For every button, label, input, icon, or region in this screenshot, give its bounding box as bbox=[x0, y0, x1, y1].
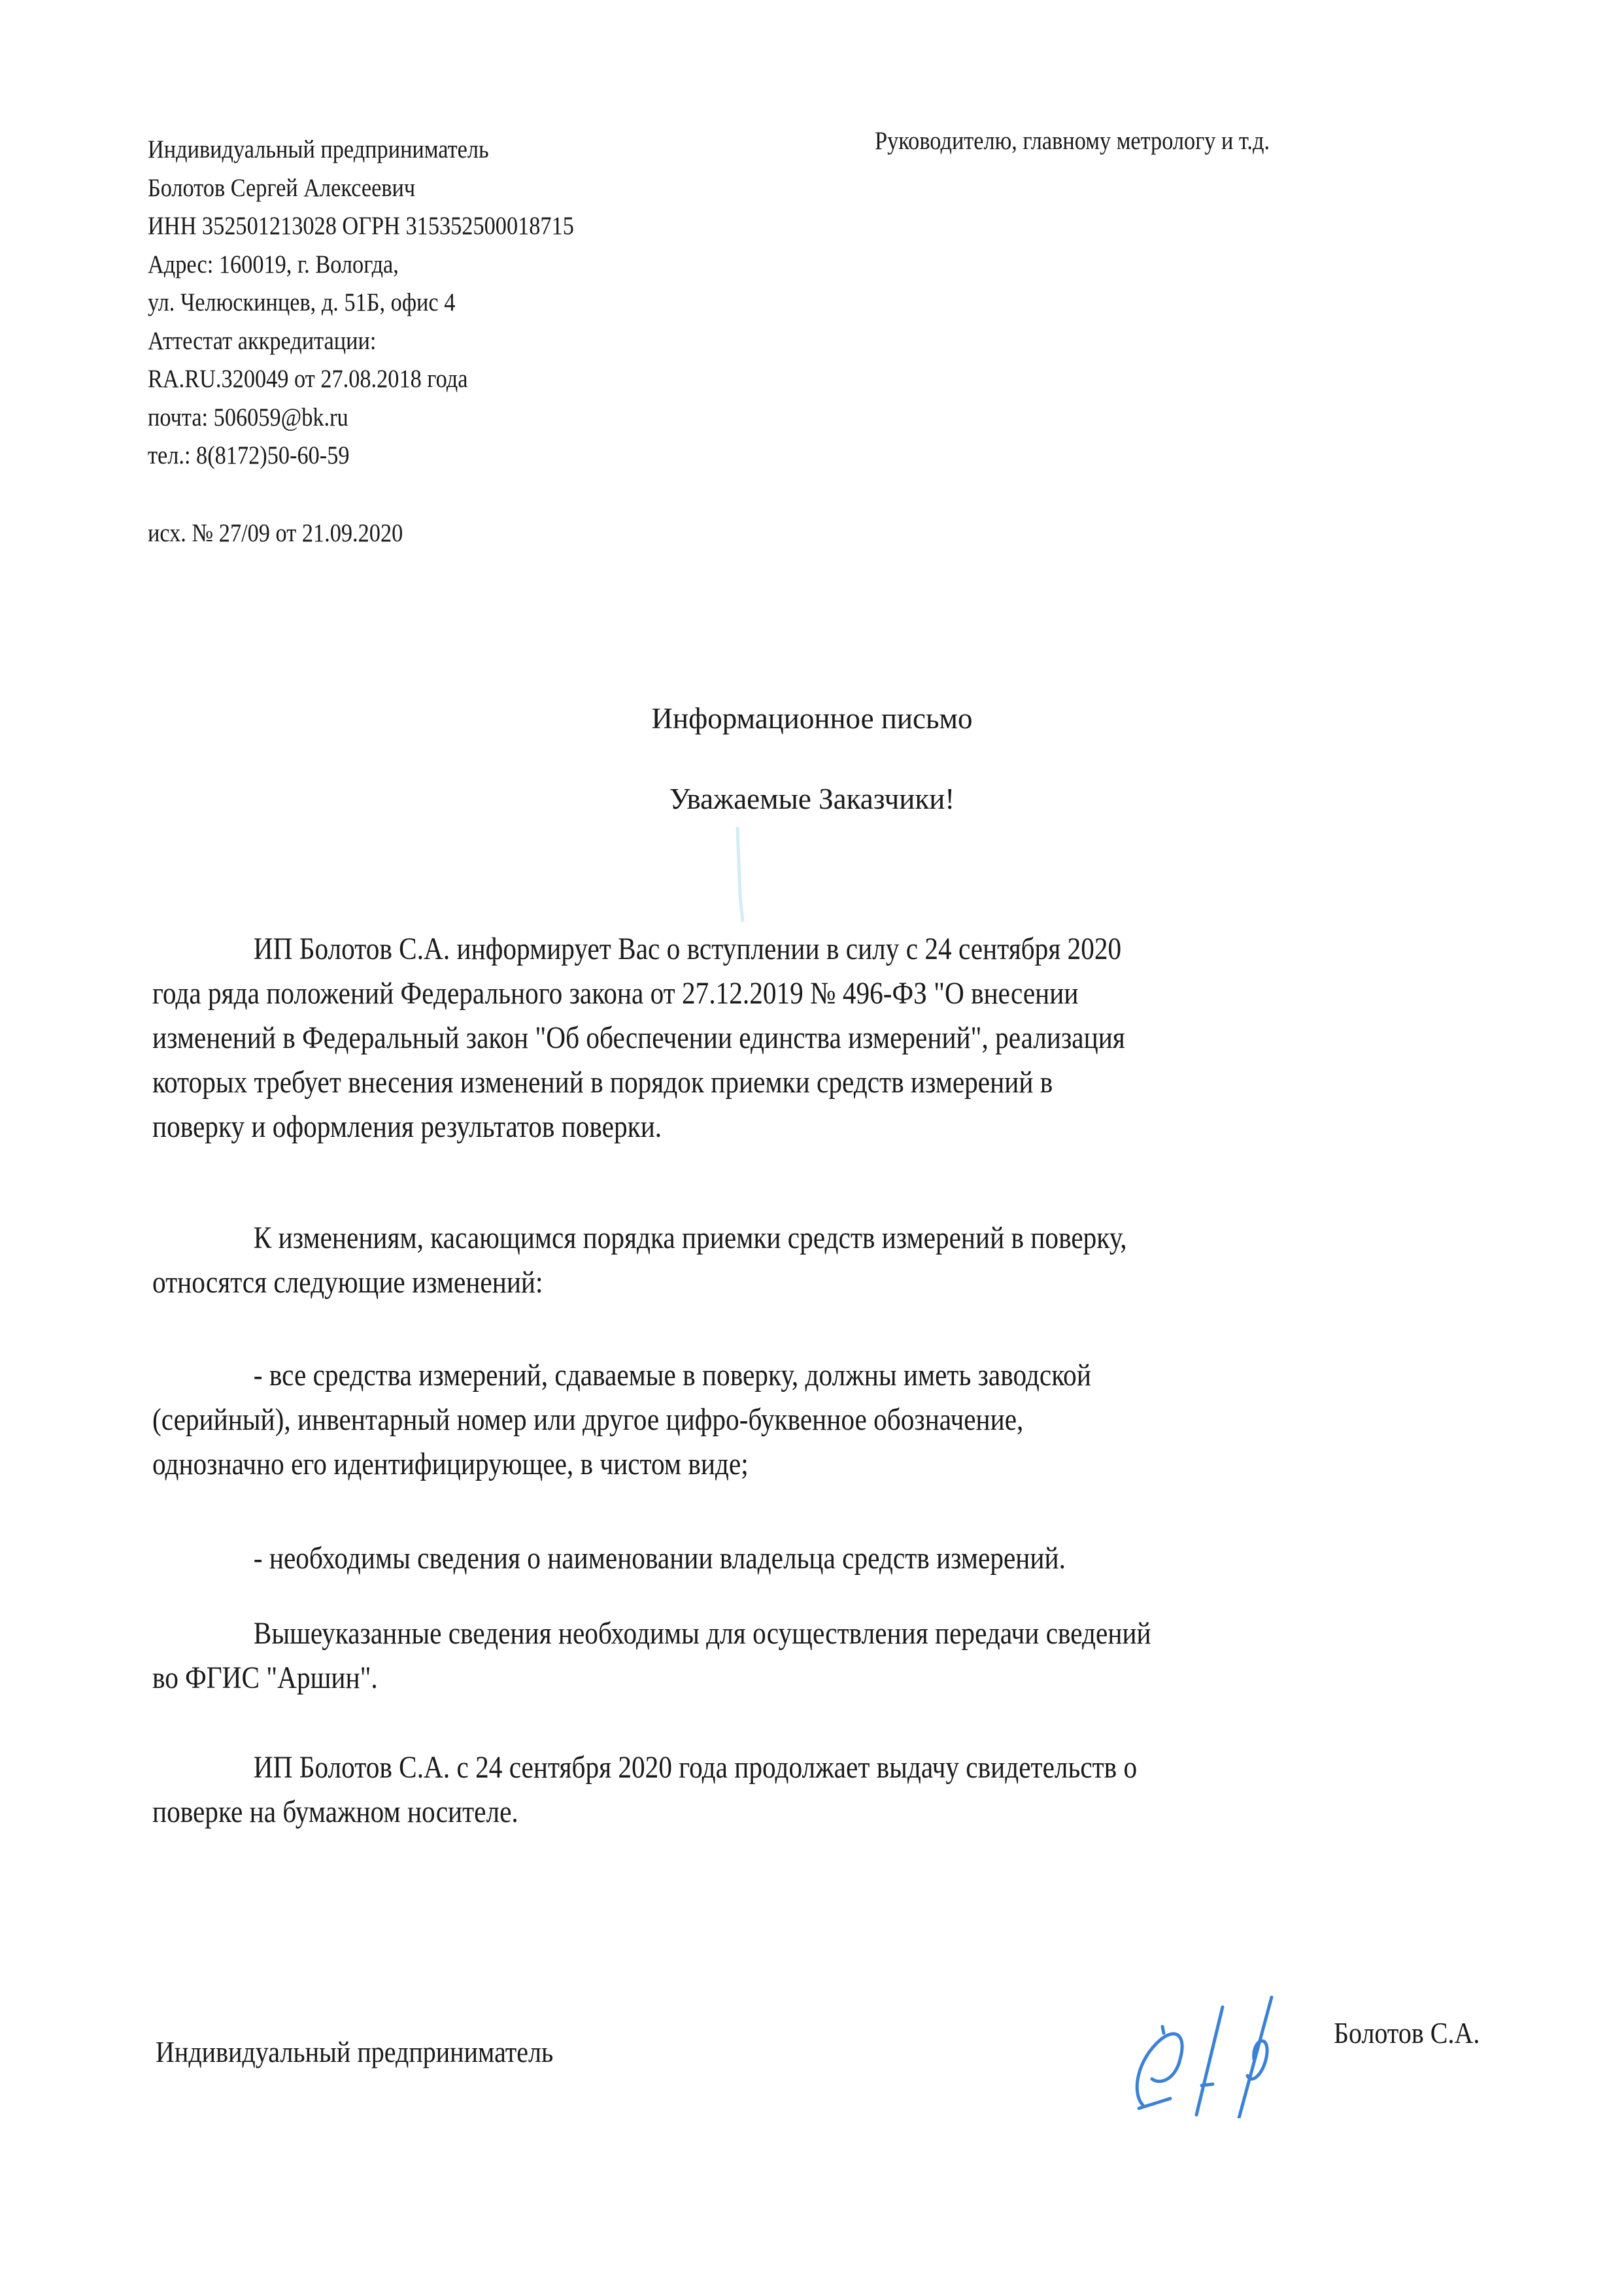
paragraph-line: во ФГИС "Аршин". bbox=[152, 1661, 378, 1695]
sender-address-city: Адрес: 160019, г. Вологда, bbox=[148, 250, 399, 278]
sender-inn-ogrn: ИНН 352501213028 ОГРН 315352500018715 bbox=[148, 212, 574, 240]
signatory-name: Болотов С.А. bbox=[1334, 2016, 1480, 2049]
ink-mark bbox=[726, 824, 752, 928]
sender-block bbox=[148, 131, 574, 475]
sender-accreditation-label: Аттестат аккредитации: bbox=[148, 326, 377, 355]
paragraph-line: (серийный), инвентарный номер или другое цифро-буквенное обозначение, bbox=[152, 1402, 1024, 1437]
sender-email: почта: 506059@bk.ru bbox=[148, 403, 348, 431]
handwritten-signature bbox=[1125, 1987, 1294, 2118]
sender-address-street: ул. Челюскинцев, д. 51Б, офис 4 bbox=[148, 288, 456, 316]
paragraph-line: изменений в Федеральный закон "Об обеспечении единства измерений", реализация bbox=[152, 1020, 1125, 1055]
sender-name: Болотов Сергей Алексеевич bbox=[148, 173, 416, 202]
paragraph-paper-certificates bbox=[152, 1746, 1389, 1834]
letter-title: Информационное письмо bbox=[651, 702, 973, 735]
paragraph-line: - необходимы сведения о наименовании владельца средств измерений. bbox=[253, 1541, 1066, 1576]
paragraph-line: поверку и оформления результатов поверки. bbox=[152, 1109, 662, 1144]
paragraph-line: однозначно его идентифицирующее, в чистом виде; bbox=[152, 1447, 749, 1481]
paragraph-line: относятся следующие изменений: bbox=[152, 1265, 543, 1300]
outgoing-reference: исх. № 27/09 от 21.09.2020 bbox=[148, 519, 403, 547]
paragraph-arshin bbox=[152, 1611, 1389, 1700]
paragraph-line: ИП Болотов С.А. информирует Вас о вступлении в силу с 24 сентября 2020 bbox=[253, 932, 1122, 966]
sender-title: Индивидуальный предприниматель bbox=[148, 135, 489, 163]
paragraph-law-changes bbox=[152, 927, 1389, 1149]
paragraph-line: которых требует внесения изменений в порядок приемки средств измерений в bbox=[152, 1065, 1053, 1100]
paragraph-changes-intro bbox=[152, 1216, 1389, 1305]
sender-phone: тел.: 8(8172)50-60-59 bbox=[148, 441, 350, 469]
salutation: Уважаемые Заказчики! bbox=[669, 783, 955, 815]
paragraph-line: поверке на бумажном носителе. bbox=[152, 1795, 518, 1829]
paragraph-line: - все средства измерений, сдаваемые в поверку, должны иметь заводской bbox=[253, 1358, 1091, 1392]
paragraph-line: К изменениям, касающимся порядка приемки средств измерений в поверку, bbox=[253, 1221, 1127, 1255]
sender-accreditation-number: RA.RU.320049 от 27.08.2018 года bbox=[148, 365, 468, 393]
paragraph-line: года ряда положений Федерального закона от 27.12.2019 № 496-ФЗ "О внесении bbox=[152, 976, 1079, 1011]
list-item-owner-info bbox=[152, 1536, 1389, 1581]
recipient: Руководителю, главному метрологу и т.д. bbox=[875, 127, 1270, 155]
list-item-serial-number bbox=[152, 1353, 1389, 1487]
paragraph-line: Вышеуказанные сведения необходимы для осуществления передачи сведений bbox=[253, 1616, 1151, 1651]
signatory-role: Индивидуальный предприниматель bbox=[156, 2035, 554, 2068]
paragraph-line: ИП Болотов С.А. с 24 сентября 2020 года продолжает выдачу свидетельств о bbox=[253, 1750, 1138, 1785]
